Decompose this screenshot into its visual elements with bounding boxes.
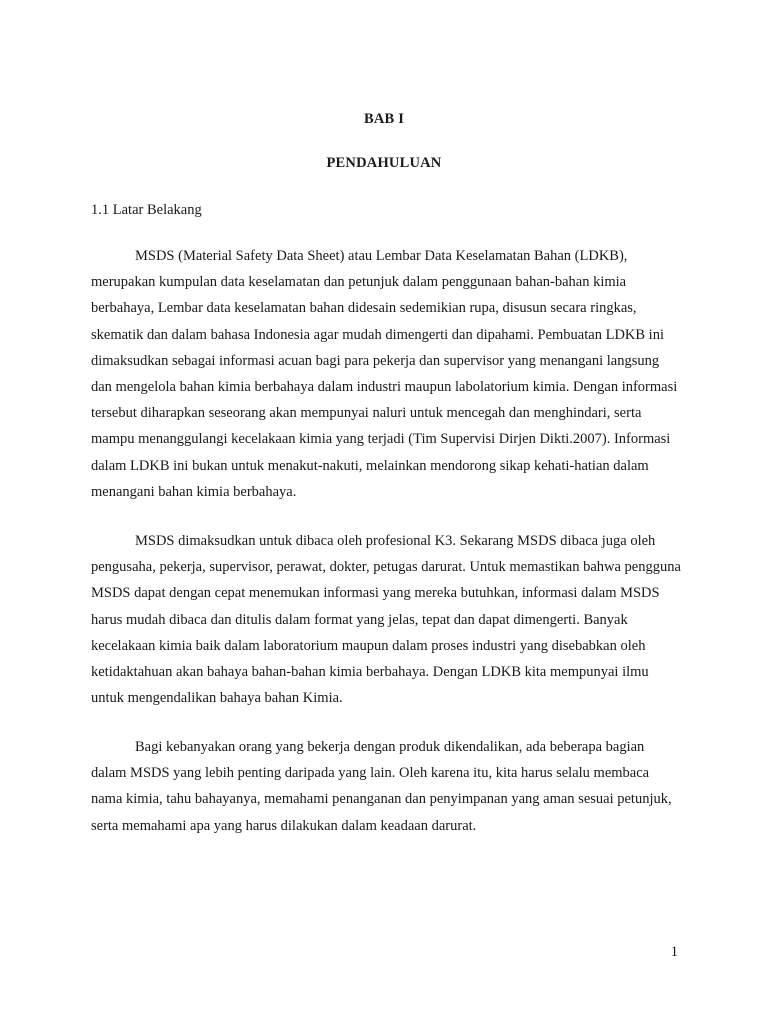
chapter-title: PENDAHULUAN <box>326 155 442 171</box>
section-heading: 1.1 Latar Belakang <box>91 202 202 218</box>
paragraph-2: MSDS dimaksudkan untuk dibaca oleh profesional K3. Sekarang MSDS dibaca juga oleh pengusaha, pekerja, supervisor, perawat, dokter, petugas darurat. Untuk memastikan bahwa pengguna MSDS dapat dengan cepat menemukan informasi yang mereka butuhkan, informasi dalam MSDS harus mudah dibaca dan ditulis dalam format yang jelas, tepat dan dapat dimengerti. Banyak kecelakaan kimia baik dalam laboratorium maupun dalam proses industri yang disebabkan oleh ketidaktahuan akan bahaya bahan-bahan kimia berbahaya. Dengan LDKB kita mempunyai ilmu untuk mengendalikan bahaya bahan Kimia. <box>91 533 681 707</box>
chapter-label: BAB I <box>363 111 405 127</box>
page-number: 1 <box>670 944 678 960</box>
paragraph-3: Bagi kebanyakan orang yang bekerja dengan produk dikendalikan, ada beberapa bagian dalam MSDS yang lebih penting daripada yang lain. Oleh karena itu, kita harus selalu membaca nama kimia, tahu bahayanya, memahami penanganan dan penyimpanan yang aman sesuai petunjuk, serta memahami apa yang harus dilakukan dalam keadaan darurat. <box>91 739 672 834</box>
paragraph-1: MSDS (Material Safety Data Sheet) atau Lembar Data Keselamatan Bahan (LDKB), merupakan kumpulan data keselamatan dan petunjuk dalam penggunaan bahan-bahan kimia berbahaya, Lembar data keselamatan bahan didesain sedemikian rupa, disusun secara ringkas, skematik dan dalam bahasa Indonesia agar mudah dimengerti dan dipahami. Pembuatan LDKB ini dimaksudkan sebagai informasi acuan bagi para pekerja dan supervisor yang menangani langsung dan mengelola bahan kimia berbahaya dalam industri maupun labolatorium kimia. Dengan informasi tersebut diharapkan seseorang akan mempunyai naluri untuk mencegah dan menghindari, serta mampu menanggulangi kecelakaan kimia yang terjadi (Tim Supervisi Dirjen Dikti.2007). Informasi dalam LDKB ini bukan untuk menakut-nakuti, melainkan mendorong sikap kehati-hatian dalam menangani bahan kimia berbahaya. <box>91 248 678 500</box>
